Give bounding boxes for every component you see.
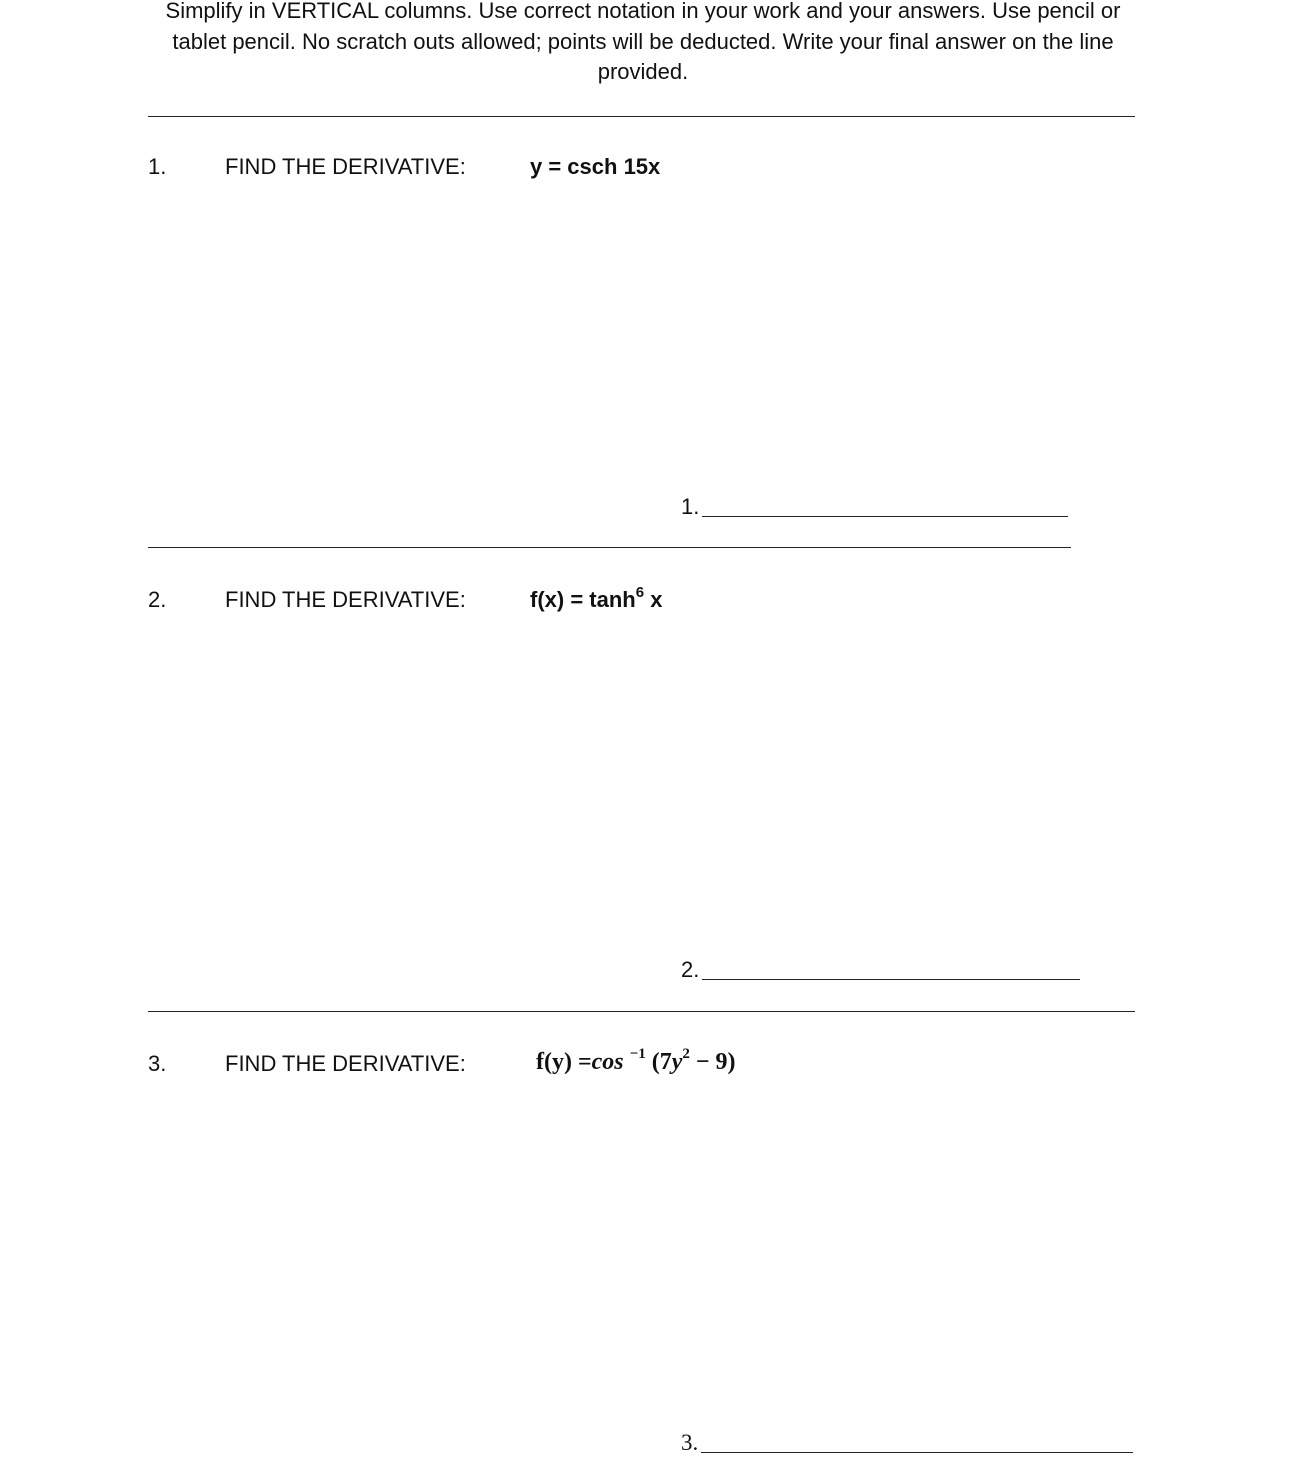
problem-number: 1. <box>148 154 167 179</box>
expression-argument-open: (7 <box>645 1049 672 1075</box>
answer-line-3[interactable] <box>681 1430 1136 1462</box>
answer-number: 3. <box>681 1430 699 1455</box>
expression-exponent: 6 <box>635 584 645 601</box>
expression-suffix: x <box>644 587 663 612</box>
problem-number: 3. <box>148 1051 167 1076</box>
problem-number: 2. <box>148 587 167 612</box>
answer-blank <box>702 979 1080 980</box>
problem-3 <box>0 1046 1290 1091</box>
section-divider <box>148 116 1135 117</box>
problem-expression: y = csch 15x <box>530 154 661 179</box>
problem-instruction: FIND THE DERIVATIVE: <box>225 587 466 612</box>
problem-expression <box>536 1046 736 1076</box>
answer-line-2[interactable] <box>681 957 1081 989</box>
expression-exponent: −1 <box>629 1046 646 1062</box>
expression-argument-close: − 9) <box>689 1049 736 1075</box>
expression-variable: y <box>671 1049 683 1075</box>
expression-prefix: f(y) = <box>536 1049 592 1075</box>
expression-argument-exponent: 2 <box>682 1046 690 1062</box>
answer-blank <box>701 1452 1133 1453</box>
instructions-text: Simplify in VERTICAL columns. Use correct notation in your work and your answers. Use pencil or tablet pencil. No scratch outs allowed; points will be deducted. Write your final answer on the line provided. <box>165 0 1121 84</box>
problem-instruction: FIND THE DERIVATIVE: <box>225 1051 466 1076</box>
expression-prefix: f(x) = tanh <box>530 587 636 612</box>
section-divider <box>148 1011 1135 1012</box>
answer-number: 1. <box>681 494 700 519</box>
problem-1 <box>0 154 1290 194</box>
section-divider <box>148 547 1071 548</box>
answer-number: 2. <box>681 957 700 982</box>
problem-2 <box>0 584 1290 627</box>
expression-function: cos <box>591 1049 624 1075</box>
answer-blank <box>702 516 1068 517</box>
answer-line-1[interactable] <box>681 494 1071 526</box>
problem-instruction: FIND THE DERIVATIVE: <box>225 154 466 179</box>
problem-expression <box>530 584 663 613</box>
